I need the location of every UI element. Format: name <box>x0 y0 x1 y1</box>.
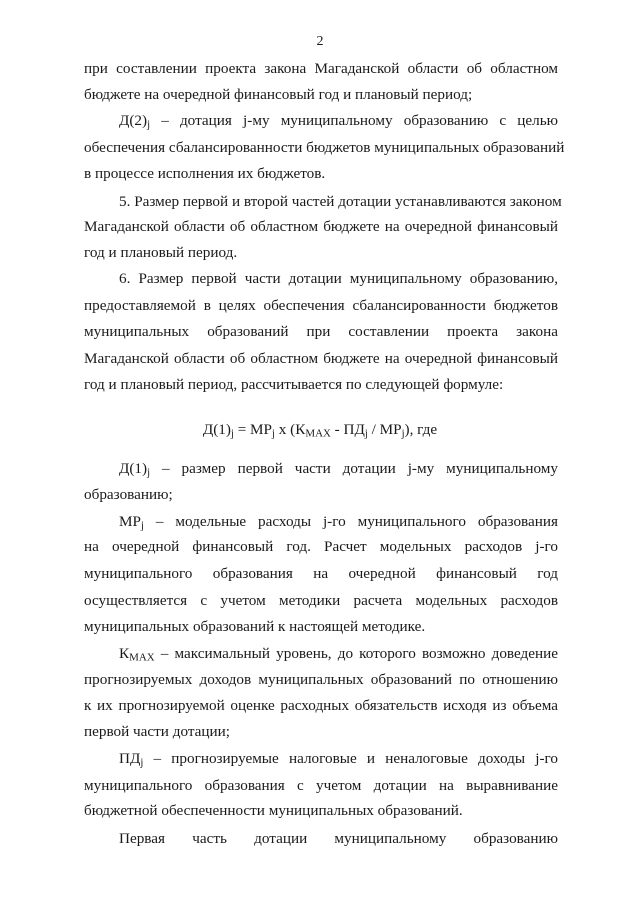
text-line: $К_{MAX}$ – максимальный уровень, до которого возможно доведение <box>119 645 558 664</box>
text-line: 5. Размер первой и второй частей дотации устанавливаются законом <box>119 193 562 210</box>
text-line: год и плановый период. <box>84 244 238 261</box>
text-line: обеспечения сбалансированности бюджетов муниципальных образований <box>84 139 565 156</box>
text-line: предоставляемой в целях обеспечения сбалансированности бюджетов <box>84 297 558 314</box>
text-line: образованию; <box>84 486 173 503</box>
text-line: осуществляется с учетом методики расчета модельных расходов <box>84 592 558 609</box>
formula: $Д(1)_j = МР_j$ х $(К_{MAX} - ПД_j / МР_j)$, где <box>202 421 438 440</box>
text-line: муниципального образования на очередной финансовый год <box>84 565 558 582</box>
text-line: $Д(2)_j$ – дотация j-му муниципальному образованию с целью <box>119 112 558 131</box>
text-line: муниципальных образований к настоящей методике. <box>84 618 426 635</box>
text-line: муниципальных образований при составлении проекта закона <box>84 323 558 340</box>
text-line: Первая часть дотации муниципальному образованию <box>119 830 558 847</box>
text-line: Магаданской области об областном бюджете на очередной финансовый <box>84 218 558 235</box>
text-line: бюджетной обеспеченности муниципальных образований. <box>84 802 463 819</box>
text-line: Магаданской области об областном бюджете на очередной финансовый <box>84 350 558 367</box>
text-line: на очередной финансовый год. Расчет модельных расходов j-го <box>84 538 558 555</box>
text-line: $МР_j$ – модельные расходы j-го муниципального образования <box>119 513 558 532</box>
page-number: 2 <box>316 34 324 49</box>
text-line: прогнозируемых доходов муниципальных образований по отношению <box>84 671 558 688</box>
text-line: год и плановый период, рассчитывается по следующей формуле: <box>84 376 504 393</box>
text-line: 6. Размер первой части дотации муниципальному образованию, <box>119 270 558 287</box>
text-line: первой части дотации; <box>84 723 231 740</box>
text-line: в процессе исполнения их бюджетов. <box>84 165 326 182</box>
text-line: муниципального образования с учетом дотации на выравнивание <box>84 777 558 794</box>
text-line: $ПД_j$ – прогнозируемые налоговые и неналоговые доходы j-го <box>119 750 558 769</box>
text-line: при составлении проекта закона Магаданской области об областном <box>84 60 558 77</box>
text-line: бюджете на очередной финансовый год и плановый период; <box>84 86 473 103</box>
text-line: к их прогнозируемой оценке расходных обязательств исходя из объема <box>84 697 558 714</box>
text-line: $Д(1)_j$ – размер первой части дотации j-му муниципальному <box>119 460 558 479</box>
